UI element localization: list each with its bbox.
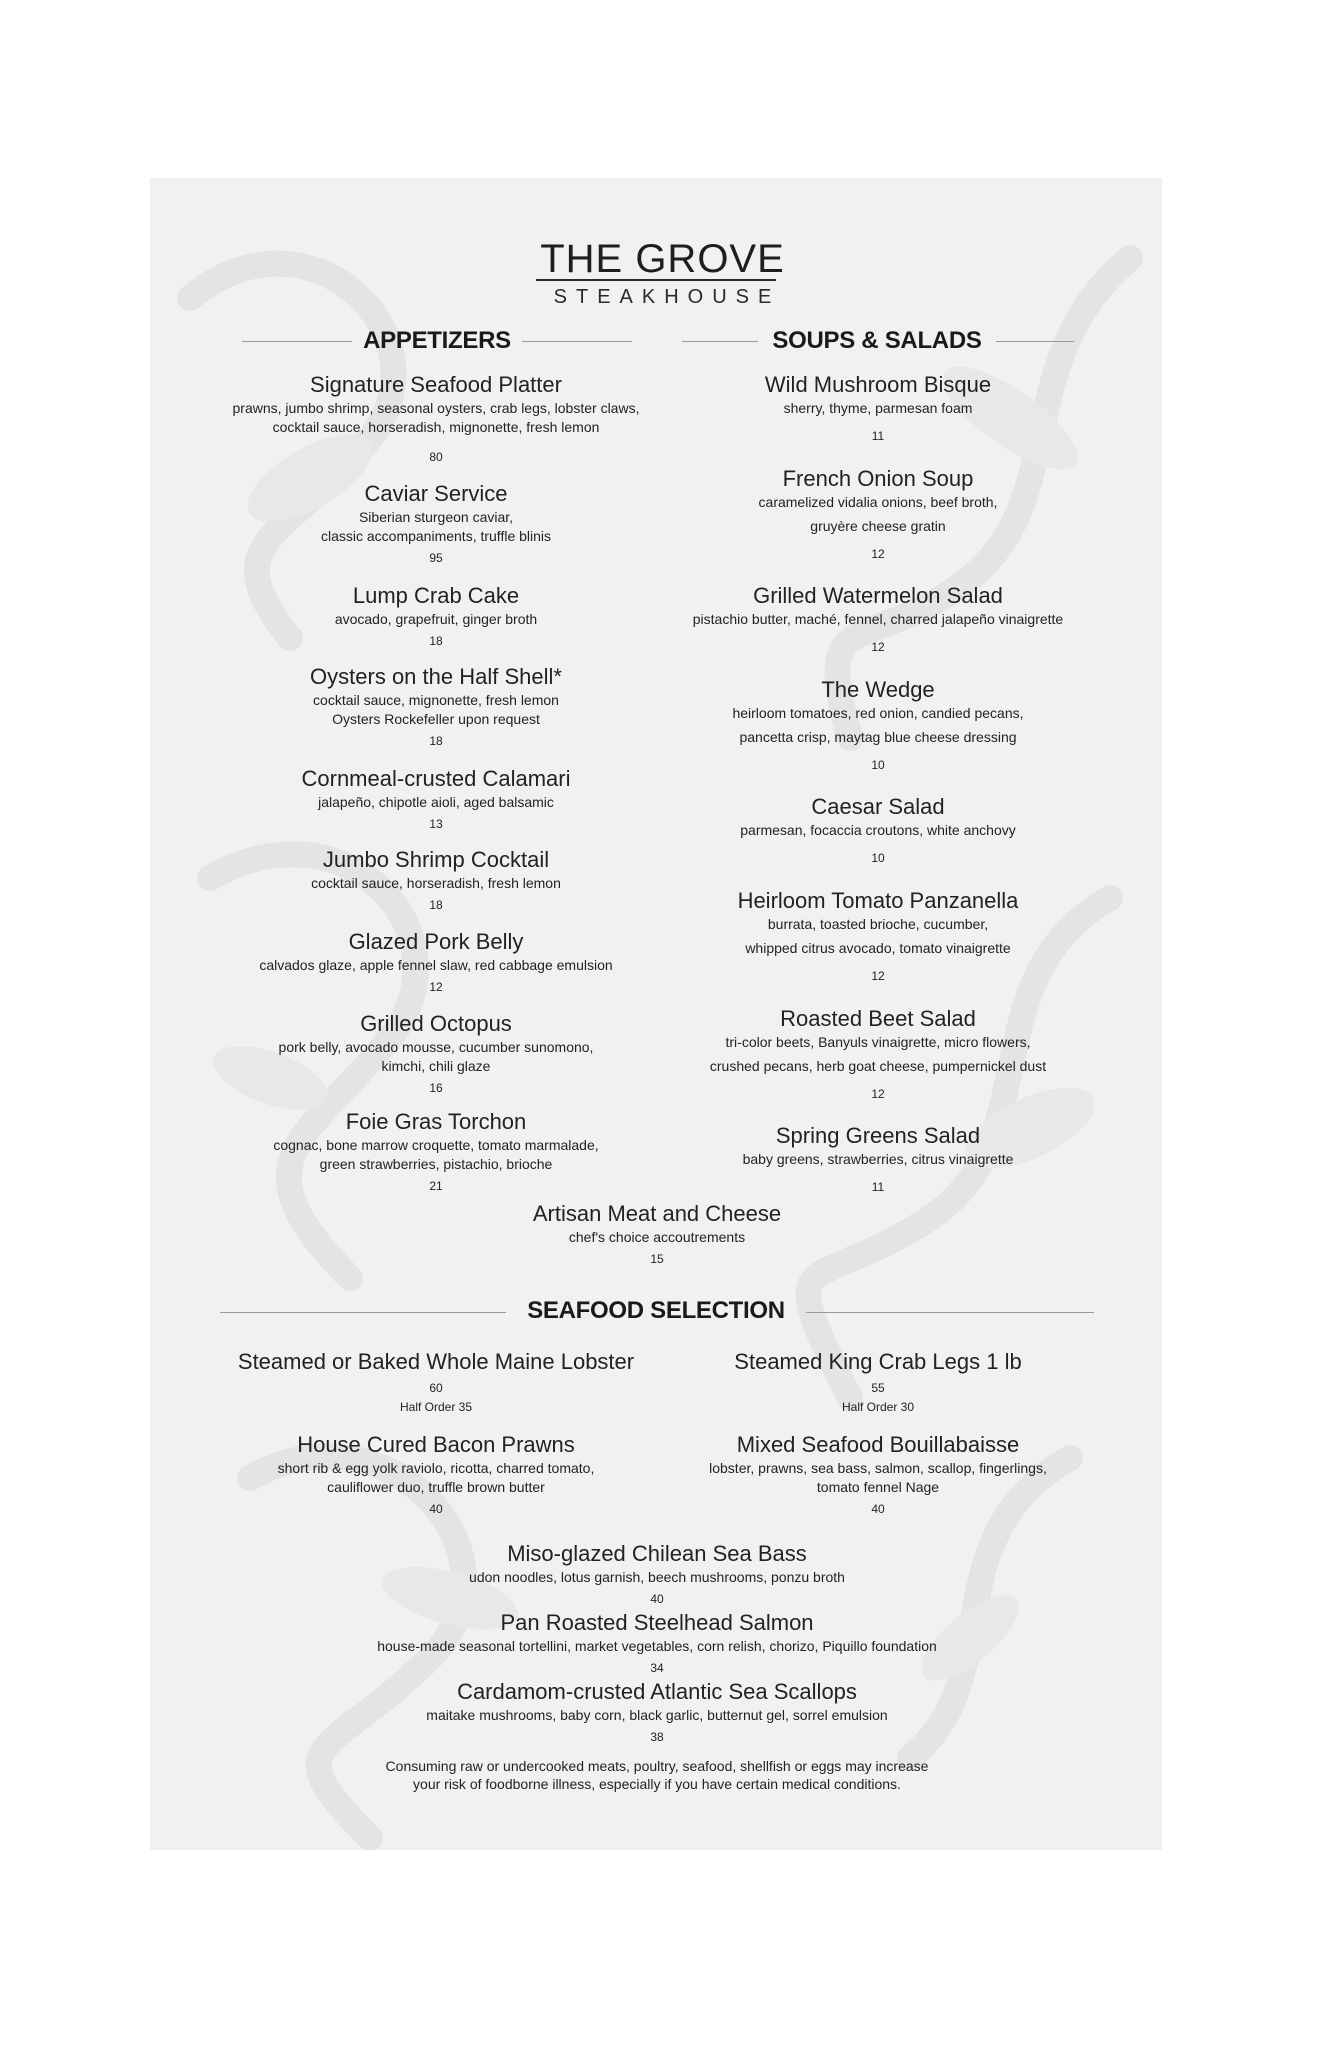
item-price: 80	[429, 450, 443, 464]
item-description: udon noodles, lotus garnish, beech mushrooms, ponzu broth	[469, 1569, 845, 1585]
item-price: 12	[871, 969, 885, 983]
soups-rule-right	[996, 341, 1074, 342]
item-name: Grilled Octopus	[360, 1011, 512, 1036]
item-description: whipped citrus avocado, tomato vinaigrette	[745, 940, 1011, 956]
item-price: 95	[429, 551, 443, 565]
item-description: sherry, thyme, parmesan foam	[783, 400, 973, 416]
item-price: 60	[429, 1381, 443, 1395]
item-description: parmesan, focaccia croutons, white anchovy	[740, 822, 1016, 838]
item-description: short rib & egg yolk raviolo, ricotta, charred tomato,	[277, 1460, 595, 1476]
item-description: Siberian sturgeon caviar,	[358, 509, 514, 525]
item-price: 12	[871, 547, 885, 561]
item-name: Roasted Beet Salad	[780, 1006, 976, 1031]
item-price: 11	[871, 1180, 885, 1194]
item-description: classic accompaniments, truffle blinis	[320, 528, 552, 544]
item-price: 21	[429, 1179, 443, 1193]
half-order-price: Half Order 35	[399, 1400, 473, 1414]
item-description: tomato fennel Nage	[816, 1479, 940, 1495]
item-price: 55	[871, 1381, 885, 1395]
item-price: 38	[650, 1730, 664, 1744]
item-price: 12	[871, 640, 885, 654]
item-price: 40	[429, 1502, 443, 1516]
item-description: jalapeño, chipotle aioli, aged balsamic	[318, 794, 554, 810]
item-price: 10	[871, 758, 885, 772]
foodborne-illness-notice: Consuming raw or undercooked meats, poultry, seafood, shellfish or eggs may increase	[385, 1758, 929, 1774]
item-name: The Wedge	[821, 677, 935, 702]
item-name: Cardamom-crusted Atlantic Sea Scallops	[457, 1679, 857, 1704]
item-name: Jumbo Shrimp Cocktail	[322, 847, 550, 872]
brand-underline	[536, 279, 776, 281]
item-price: 34	[650, 1661, 664, 1675]
item-description: avocado, grapefruit, ginger broth	[334, 611, 538, 627]
item-name: Caesar Salad	[811, 794, 945, 819]
seafood-heading: SEAFOOD SELECTION	[527, 1297, 785, 1324]
item-description: heirloom tomatoes, red onion, candied pecans,	[732, 705, 1024, 721]
item-price: 16	[429, 1081, 443, 1095]
soups-rule-left	[682, 341, 758, 342]
item-price: 15	[650, 1252, 664, 1266]
item-price: 11	[871, 429, 885, 443]
item-name: Mixed Seafood Bouillabaisse	[736, 1432, 1020, 1457]
item-description: kimchi, chili glaze	[381, 1058, 491, 1074]
item-price: 12	[429, 980, 443, 994]
item-description: prawns, jumbo shrimp, seasonal oysters, crab legs, lobster claws,	[232, 400, 640, 416]
item-name: Oysters on the Half Shell*	[310, 664, 562, 689]
item-price: 12	[871, 1087, 885, 1101]
item-name: Signature Seafood Platter	[310, 372, 562, 397]
appetizers-rule-right	[522, 341, 632, 342]
item-description: pork belly, avocado mousse, cucumber sunomono,	[278, 1039, 594, 1055]
item-description: cocktail sauce, mignonette, fresh lemon	[313, 692, 559, 708]
item-name: Steamed King Crab Legs 1 lb	[734, 1349, 1022, 1374]
appetizers-heading: APPETIZERS	[363, 327, 511, 354]
item-description: burrata, toasted brioche, cucumber,	[767, 916, 989, 932]
item-description: maitake mushrooms, baby corn, black garlic, butternut gel, sorrel emulsion	[426, 1707, 888, 1723]
item-name: Foie Gras Torchon	[345, 1109, 527, 1134]
item-description: lobster, prawns, sea bass, salmon, scallop, fingerlings,	[709, 1460, 1047, 1476]
item-description: chef's choice accoutrements	[568, 1229, 746, 1245]
item-price: 40	[650, 1592, 664, 1606]
item-description: cocktail sauce, horseradish, fresh lemon	[311, 875, 561, 891]
item-description: Oysters Rockefeller upon request	[332, 711, 540, 727]
brand-name: THE GROVE	[540, 237, 785, 281]
item-name: Cornmeal-crusted Calamari	[301, 766, 571, 791]
item-description: cocktail sauce, horseradish, mignonette, fresh lemon	[272, 419, 600, 435]
item-description: cognac, bone marrow croquette, tomato marmalade,	[273, 1137, 599, 1153]
item-name: Spring Greens Salad	[775, 1123, 981, 1148]
item-description: tri-color beets, Banyuls vinaigrette, micro flowers,	[725, 1034, 1031, 1050]
foodborne-illness-notice: your risk of foodborne illness, especially if you have certain medical conditions.	[413, 1776, 901, 1792]
item-description: cauliflower duo, truffle brown butter	[327, 1479, 545, 1495]
item-price: 18	[429, 734, 443, 748]
item-name: Caviar Service	[364, 481, 508, 506]
item-description: green strawberries, pistachio, brioche	[319, 1156, 553, 1172]
item-price: 40	[871, 1502, 885, 1516]
item-name: House Cured Bacon Prawns	[297, 1432, 575, 1457]
item-description: baby greens, strawberries, citrus vinaigrette	[742, 1151, 1014, 1167]
item-description: crushed pecans, herb goat cheese, pumpernickel dust	[709, 1058, 1047, 1074]
item-description: caramelized vidalia onions, beef broth,	[758, 494, 998, 510]
item-name: Miso-glazed Chilean Sea Bass	[507, 1541, 807, 1566]
half-order-price: Half Order 30	[841, 1400, 915, 1414]
soups-salads-heading: SOUPS & SALADS	[772, 327, 982, 354]
item-price: 10	[871, 851, 885, 865]
item-price: 13	[429, 817, 443, 831]
seafood-rule-left	[220, 1312, 506, 1313]
item-name: Wild Mushroom Bisque	[764, 372, 992, 397]
item-price: 18	[429, 634, 443, 648]
item-description: pistachio butter, maché, fennel, charred jalapeño vinaigrette	[692, 611, 1064, 627]
item-description: gruyère cheese gratin	[810, 518, 946, 534]
item-name: Artisan Meat and Cheese	[532, 1201, 782, 1226]
item-name: Pan Roasted Steelhead Salmon	[500, 1610, 814, 1635]
brand-tagline: STEAKHOUSE	[553, 286, 781, 308]
item-name: Grilled Watermelon Salad	[753, 583, 1003, 608]
item-name: Steamed or Baked Whole Maine Lobster	[237, 1349, 635, 1374]
seafood-rule-right	[806, 1312, 1094, 1313]
item-price: 18	[429, 898, 443, 912]
item-description: house-made seasonal tortellini, market vegetables, corn relish, chorizo, Piquillo foundation	[377, 1638, 937, 1654]
item-name: French Onion Soup	[782, 466, 974, 491]
item-description: calvados glaze, apple fennel slaw, red cabbage emulsion	[259, 957, 613, 973]
item-description: pancetta crisp, maytag blue cheese dressing	[739, 729, 1017, 745]
item-name: Lump Crab Cake	[352, 583, 520, 608]
item-name: Heirloom Tomato Panzanella	[737, 888, 1019, 913]
item-name: Glazed Pork Belly	[348, 929, 524, 954]
appetizers-rule-left	[242, 341, 352, 342]
